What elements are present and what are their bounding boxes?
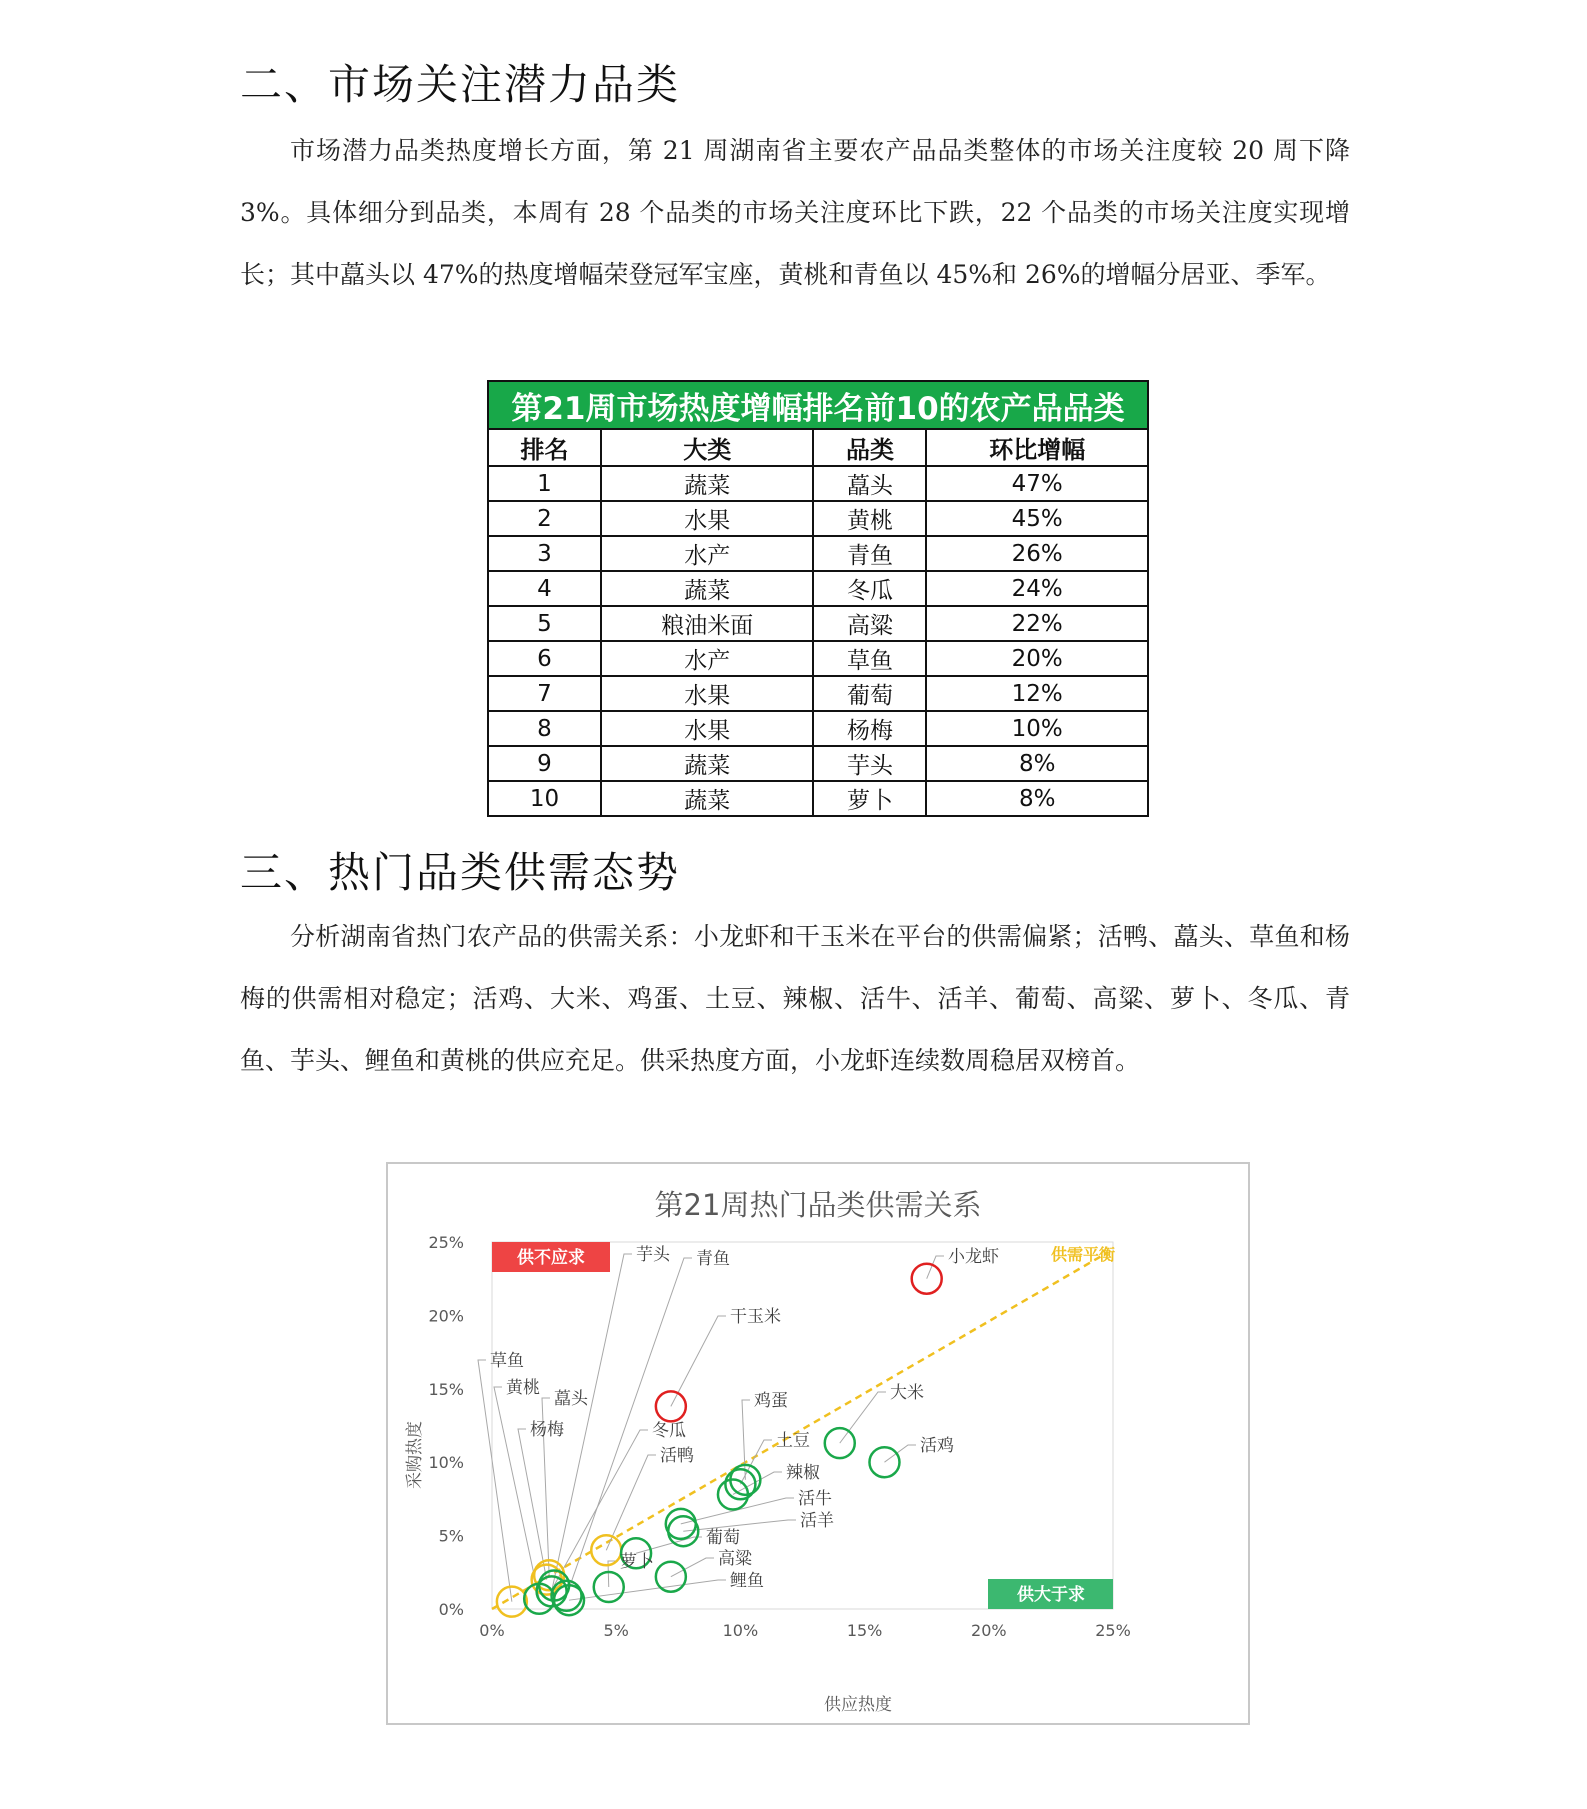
table-cell-rank: 10 xyxy=(488,781,601,816)
point-label: 藠头 xyxy=(554,1389,588,1409)
table-row xyxy=(488,746,1148,781)
x-tick-label: 10% xyxy=(722,1621,759,1640)
point-label: 高粱 xyxy=(718,1549,752,1569)
y-tick-label: 10% xyxy=(428,1453,464,1473)
x-tick-label: 25% xyxy=(1095,1621,1131,1640)
table-cell-category: 粮油米面 xyxy=(601,606,813,641)
table-cell-growth: 10% xyxy=(926,711,1148,746)
table-row xyxy=(488,501,1148,536)
leader-line xyxy=(636,1537,702,1553)
leader-line xyxy=(681,1498,794,1524)
table-row xyxy=(488,781,1148,816)
supply-demand-chart xyxy=(386,1162,1250,1725)
top10-growth-table xyxy=(487,380,1149,817)
table-row xyxy=(488,571,1148,606)
table-cell-rank: 5 xyxy=(488,606,601,641)
table-header-rank: 排名 xyxy=(488,429,601,466)
point-label: 鲤鱼 xyxy=(730,1571,764,1591)
data-point xyxy=(497,1587,527,1617)
table-cell-growth: 24% xyxy=(926,571,1148,606)
table-cell-category: 水果 xyxy=(601,676,813,711)
x-tick-label: 0% xyxy=(479,1621,505,1640)
x-tick-label: 15% xyxy=(846,1621,883,1640)
point-label: 小龙虾 xyxy=(948,1247,999,1267)
undersupply-badge-label: 供不应求 xyxy=(517,1248,585,1268)
table-cell-rank: 4 xyxy=(488,571,601,606)
table-cell-rank: 9 xyxy=(488,746,601,781)
table-cell-rank: 3 xyxy=(488,536,601,571)
table-cell-growth: 8% xyxy=(926,781,1148,816)
table-cell-category: 蔬菜 xyxy=(601,466,813,501)
point-labels xyxy=(490,1245,999,1591)
point-label: 葡萄 xyxy=(706,1528,740,1548)
table-cell-item: 葡萄 xyxy=(813,676,926,711)
leader-line xyxy=(840,1392,886,1443)
table-cell-item: 高粱 xyxy=(813,606,926,641)
table-cell-growth: 20% xyxy=(926,641,1148,676)
table-cell-category: 蔬菜 xyxy=(601,746,813,781)
balance-line-label: 供需平衡 xyxy=(1051,1245,1116,1264)
point-label: 辣椒 xyxy=(786,1463,820,1483)
table-cell-rank: 1 xyxy=(488,466,601,501)
point-label: 草鱼 xyxy=(490,1351,524,1371)
table-cell-item: 藠头 xyxy=(813,466,926,501)
table-cell-growth: 12% xyxy=(926,676,1148,711)
data-point xyxy=(591,1535,621,1565)
table-cell-rank: 7 xyxy=(488,676,601,711)
table-title: 第21周市场热度增幅排名前10的农产品品类 xyxy=(488,381,1148,429)
table-header-growth: 环比增幅 xyxy=(926,429,1148,466)
y-tick-label: 20% xyxy=(428,1306,464,1326)
leader-line xyxy=(569,1580,726,1600)
point-label: 土豆 xyxy=(776,1431,810,1451)
table-cell-growth: 45% xyxy=(926,501,1148,536)
table-cell-item: 萝卜 xyxy=(813,781,926,816)
point-label: 大米 xyxy=(890,1383,924,1403)
market-potential-paragraph: 市场潜力品类热度增长方面，第 21 周湖南省主要农产品品类整体的市场关注度较 20 周下降 3%。具体细分到品类，本周有 28 个品类的市场关注度环比下跌，22 个品类的市场关注度实现增长；其中藠头以 47%的热度增幅荣登冠军宝座，黄桃和青鱼以 45%和 26%的增幅分居亚、季军。 xyxy=(240,136,1350,289)
point-label: 活羊 xyxy=(800,1511,834,1531)
y-tick-label: 25% xyxy=(428,1233,464,1252)
table-cell-item: 青鱼 xyxy=(813,536,926,571)
table-cell-item: 杨梅 xyxy=(813,711,926,746)
table-cell-category: 水果 xyxy=(601,711,813,746)
point-label: 芋头 xyxy=(636,1245,670,1265)
point-label: 鸡蛋 xyxy=(754,1391,788,1411)
table-cell-growth: 22% xyxy=(926,606,1148,641)
leader-line xyxy=(518,1429,547,1580)
point-label: 黄桃 xyxy=(506,1378,540,1398)
point-label: 青鱼 xyxy=(696,1249,730,1269)
table-cell-rank: 2 xyxy=(488,501,601,536)
section-heading-market-potential: 二、市场关注潜力品类 xyxy=(240,60,681,109)
table-row xyxy=(488,676,1148,711)
table-cell-item: 芋头 xyxy=(813,746,926,781)
point-label: 干玉米 xyxy=(730,1307,781,1327)
table-row xyxy=(488,641,1148,676)
table-cell-category: 水产 xyxy=(601,641,813,676)
leader-line xyxy=(733,1472,782,1494)
table-row xyxy=(488,466,1148,501)
y-axis-label: 采购热度 xyxy=(405,1421,425,1489)
table-cell-growth: 8% xyxy=(926,746,1148,781)
point-label: 活鸭 xyxy=(660,1446,694,1466)
balance-line-group xyxy=(492,1245,1115,1609)
table-cell-rank: 8 xyxy=(488,711,601,746)
supply-demand-paragraph: 分析湖南省热门农产品的供需关系：小龙虾和干玉米在平台的供需偏紧；活鸭、藠头、草鱼和杨梅的供需相对稳定；活鸡、大米、鸡蛋、土豆、辣椒、活牛、活羊、葡萄、高粱、萝卜、冬瓜、青鱼、芋头、鲤鱼和黄桃的供应充足。供采热度方面，小龙虾连续数周稳居双榜首。 xyxy=(240,922,1350,1075)
y-tick-label: 0% xyxy=(438,1600,464,1619)
table-row xyxy=(488,536,1148,571)
point-label: 活鸡 xyxy=(920,1436,954,1456)
table-header-category: 大类 xyxy=(601,429,813,466)
oversupply-badge-label: 供大于求 xyxy=(1017,1585,1085,1605)
point-label: 冬瓜 xyxy=(652,1421,686,1441)
table-row xyxy=(488,606,1148,641)
leader-line xyxy=(671,1558,714,1577)
table-cell-category: 蔬菜 xyxy=(601,781,813,816)
y-tick-label: 5% xyxy=(438,1526,464,1546)
section-heading-supply-demand: 三、热门品类供需态势 xyxy=(240,848,681,897)
point-label: 活牛 xyxy=(798,1489,832,1509)
y-tick-label: 15% xyxy=(428,1379,464,1399)
table-cell-growth: 26% xyxy=(926,536,1148,571)
table-cell-item: 冬瓜 xyxy=(813,571,926,606)
table-header-item: 品类 xyxy=(813,429,926,466)
leader-line xyxy=(494,1387,539,1599)
x-axis-label: 供应热度 xyxy=(824,1695,892,1715)
point-label: 杨梅 xyxy=(530,1420,564,1440)
table-body xyxy=(488,466,1148,816)
x-tick-label: 20% xyxy=(971,1621,1007,1640)
table-cell-rank: 6 xyxy=(488,641,601,676)
table-cell-item: 黄桃 xyxy=(813,501,926,536)
x-tick-label: 5% xyxy=(603,1621,629,1640)
table-cell-item: 草鱼 xyxy=(813,641,926,676)
point-label: 萝卜 xyxy=(620,1552,654,1572)
table-cell-category: 蔬菜 xyxy=(601,571,813,606)
table-cell-category: 水产 xyxy=(601,536,813,571)
chart-svg xyxy=(388,1164,1248,1723)
table-row xyxy=(488,711,1148,746)
table-cell-growth: 47% xyxy=(926,466,1148,501)
chart-title: 第21周热门品类供需关系 xyxy=(654,1188,982,1222)
table-cell-category: 水果 xyxy=(601,501,813,536)
